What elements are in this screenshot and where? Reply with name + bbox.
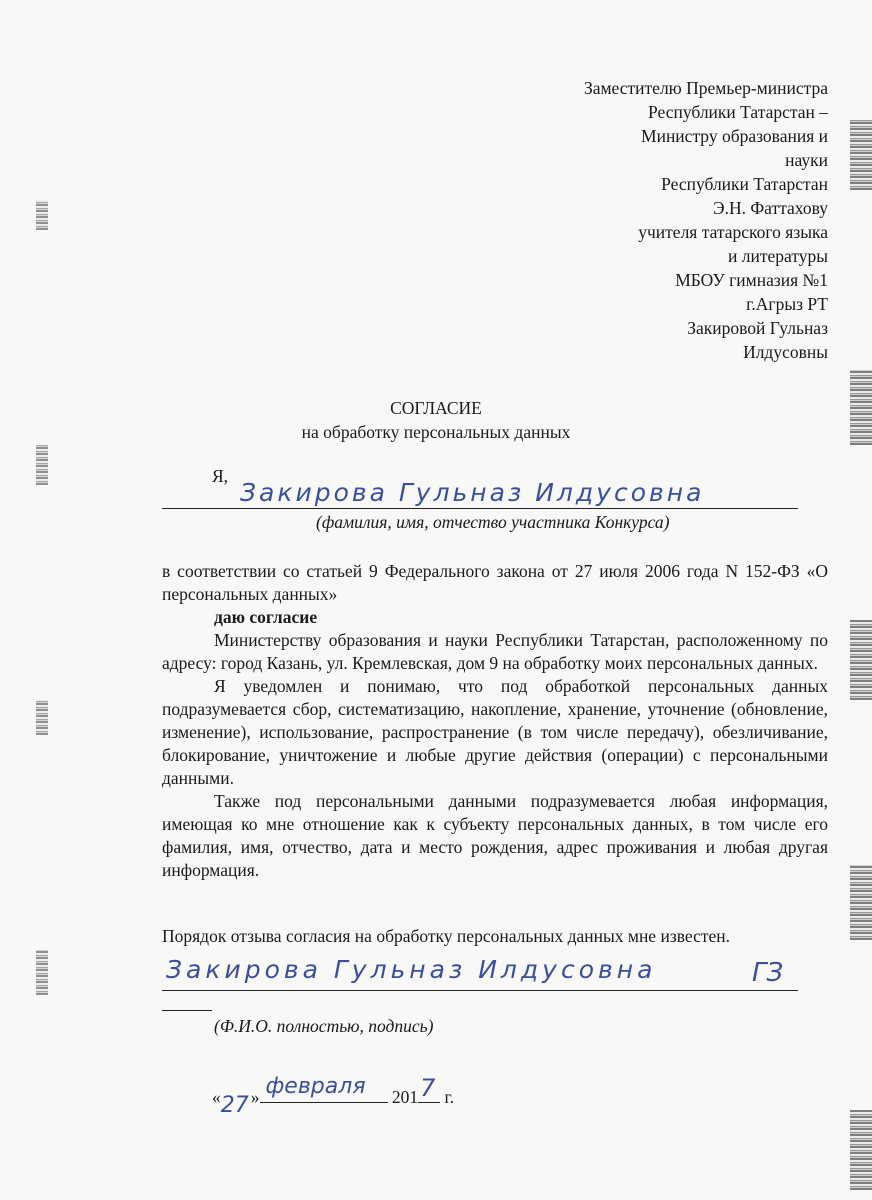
signature-handwritten-name: Закирова Гульназ Илдусовна <box>166 955 657 984</box>
scan-artifact <box>36 445 48 485</box>
scan-artifact <box>36 700 48 735</box>
signature-line <box>162 990 798 991</box>
consent-body <box>162 560 828 882</box>
date-day: 27 <box>220 1093 249 1118</box>
addressee-line: г.Агрыз РТ <box>746 294 828 314</box>
declarant-name-line <box>162 508 798 509</box>
addressee-line: и литературы <box>728 246 828 266</box>
scan-artifact <box>850 865 872 940</box>
addressee-line: Республики Татарстан – <box>648 102 828 122</box>
addressee-line: Министру образования и <box>641 126 828 146</box>
personal-data-paragraph: Также под персональными данными подразумевается любая информация, имеющая ко мне отношение как к субъекту персональных данных, в том числе его фамилия, имя, отчество, дата и место рождения, адрес проживания и любая другая информация. <box>162 791 828 880</box>
scan-artifact <box>850 1110 872 1190</box>
signature-caption: (Ф.И.О. полностью, подпись) <box>214 1016 434 1036</box>
declarant-handwritten-name: Закирова Гульназ Илдусовна <box>240 478 705 507</box>
date-year-digit: 7 <box>420 1074 436 1102</box>
date-close-quote: » <box>250 1087 260 1107</box>
scan-artifact <box>36 200 48 230</box>
scan-artifact <box>850 620 872 700</box>
declarant-caption: (фамилия, имя, отчество участника Конкурса) <box>316 512 670 532</box>
signature-short-line <box>162 1010 212 1011</box>
addressee-line: учителя татарского языка <box>638 222 828 242</box>
ministry-paragraph: Министерству образования и науки Республики Татарстан, расположенному по адресу: город Казань, ул. Кремлевская, дом 9 на обработку моих персональных данных. <box>162 630 828 673</box>
processing-paragraph: Я уведомлен и понимаю, что под обработкой персональных данных подразумевается сбор, систематизацию, накопление, хранение, уточнение (обновление, изменение), использование, распространение (в том числе передачу), обезличивание, блокирование, уничтожение и любые другие действия (операции) с персональными данными. <box>162 676 828 788</box>
date-suffix: г. <box>444 1087 455 1107</box>
addressee-line: Илдусовны <box>743 342 828 362</box>
addressee-line: Республики Татарстан <box>661 174 828 194</box>
addressee-line: МБОУ гимназия №1 <box>675 270 828 290</box>
addressee-line: науки <box>785 150 828 170</box>
date-year-prefix: 201 <box>391 1087 419 1107</box>
addressee-line: Заместителю Премьер-министра <box>583 78 828 98</box>
signature-initials: ГЗ <box>752 958 784 988</box>
withdrawal-statement: Порядок отзыва согласия на обработку персональных данных мне известен. <box>162 926 731 946</box>
scan-artifact <box>850 120 872 190</box>
consent-heading: даю согласие <box>214 607 318 627</box>
document-subtitle: на обработку персональных данных <box>301 422 571 442</box>
document-title: СОГЛАСИЕ <box>390 398 482 418</box>
law-reference: в соответствии со статьей 9 Федерального закона от 27 июля 2006 года N 152-ФЗ «О персональных данных» <box>162 561 828 604</box>
date-open-quote: « <box>212 1087 221 1107</box>
declarant-prefix: Я, <box>212 466 229 486</box>
addressee-block <box>508 76 828 364</box>
date-line <box>212 1074 455 1118</box>
scan-artifact <box>36 950 48 995</box>
date-month: февраля <box>265 1074 366 1099</box>
addressee-line: Закировой Гульназ <box>687 318 828 338</box>
addressee-line: Э.Н. Фаттахову <box>713 198 828 218</box>
